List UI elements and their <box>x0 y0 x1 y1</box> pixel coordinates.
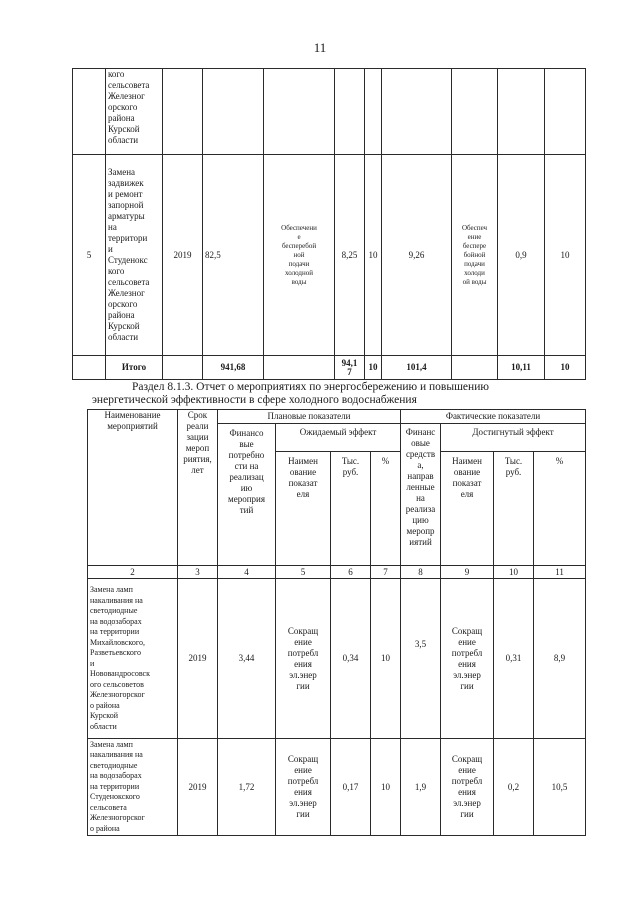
header-effect-name-fact: Наимен ование показат еля <box>441 452 494 566</box>
fact-pct-cell: 10 <box>545 155 586 356</box>
plan-cost-cell: 3,44 <box>218 579 276 739</box>
section-heading-line-1: Раздел 8.1.3. Отчет о мероприятиях по энергосбережению и повышению <box>132 381 489 393</box>
column-number: 10 <box>494 566 534 579</box>
measure-name-cell: Замена ламп накаливания на светодиодные на водозаборах на территории Студенокского сельсовета Железногорског о района <box>88 739 178 836</box>
plan-abs-cell: 0,17 <box>331 739 371 836</box>
total-fact-abs: 10,11 <box>498 356 545 380</box>
total-fact-pct: 10 <box>545 356 586 380</box>
section-heading <box>92 381 585 407</box>
fact-abs-cell: 0,9 <box>498 155 545 356</box>
header-achieved-effect: Достигнутый эффект <box>441 424 586 452</box>
fact-pct-cell: 8,9 <box>534 579 586 739</box>
plan-pct-cell: 10 <box>365 155 382 356</box>
section-heading-line-2: энергетической эффективности в сфере холодного водоснабжения <box>92 394 417 406</box>
fact-effect-cell: Обеспеч ение беспере бойной подачи холоди ой воды <box>452 155 498 356</box>
header-effect-pct-plan: % <box>371 452 401 566</box>
plan-abs-cell: 0,34 <box>331 579 371 739</box>
column-number: 4 <box>218 566 276 579</box>
header-fact-group: Фактические показатели <box>401 410 586 424</box>
table-row <box>73 69 586 155</box>
fact-abs-cell: 0,31 <box>494 579 534 739</box>
total-row <box>73 356 586 380</box>
column-number: 3 <box>178 566 218 579</box>
table-cell <box>73 69 106 155</box>
table-row <box>73 155 586 356</box>
total-label: Итого <box>106 356 163 380</box>
header-row <box>88 410 586 424</box>
term-cell: 2019 <box>178 579 218 739</box>
column-number: 11 <box>534 566 586 579</box>
fact-pct-cell: 10,5 <box>534 739 586 836</box>
header-expected-effect: Ожидаемый эффект <box>276 424 401 452</box>
measure-name-cell: Замена задвижек и ремонт запорной арматуры на территори и Студенокс кого сельсовета Железног орского района Курской области <box>106 155 163 356</box>
measure-name-cell: кого сельсовета Железног орского района Курской области <box>106 69 163 155</box>
plan-cost-cell: 82,5 <box>203 155 264 356</box>
measures-table-continued <box>72 68 586 380</box>
plan-abs-cell: 8,25 <box>335 155 365 356</box>
column-number-row <box>88 566 586 579</box>
column-number: 5 <box>276 566 331 579</box>
total-plan-pct: 10 <box>365 356 382 380</box>
page-number: 11 <box>313 40 327 55</box>
column-number: 8 <box>401 566 441 579</box>
header-effect-abs-fact: Тыс. руб. <box>494 452 534 566</box>
fact-cost-cell: 3,5 <box>401 579 441 739</box>
fact-effect-cell: Сокращ ение потребл ения эл.энер гии <box>441 579 494 739</box>
measure-name-cell: Замена ламп накаливания на светодиодные на водозаборах на территории Михайловского, Разветьевского и Нововандросовск ого сельсоветов Железногорског о района Курской области <box>88 579 178 739</box>
plan-effect-cell: Сокращ ение потребл ения эл.энер гии <box>276 579 331 739</box>
fact-abs-cell: 0,2 <box>494 739 534 836</box>
column-number: 2 <box>88 566 178 579</box>
term-cell: 2019 <box>178 739 218 836</box>
plan-pct-cell: 10 <box>371 739 401 836</box>
column-number: 6 <box>331 566 371 579</box>
column-number: 7 <box>371 566 401 579</box>
year-cell: 2019 <box>163 155 203 356</box>
table-row <box>88 739 586 836</box>
fact-cost-cell: 9,26 <box>382 155 452 356</box>
row-number-cell: 5 <box>73 155 106 356</box>
table-row <box>88 579 586 739</box>
plan-cost-cell: 1,72 <box>218 739 276 836</box>
header-term: Срок реали зации мероп риятия, лет <box>178 410 218 566</box>
plan-pct-cell: 10 <box>371 579 401 739</box>
plan-effect-cell: Обеспечени е бесперебой ной подачи холодной воды <box>264 155 335 356</box>
total-plan-abs: 94,1 7 <box>335 356 365 380</box>
header-fact-cost: Финанс овые средств а, направ ленные на реализа цию меропр иятий <box>401 424 441 566</box>
energy-saving-measures-table <box>87 409 586 836</box>
total-plan-cost: 941,68 <box>203 356 264 380</box>
header-effect-name-plan: Наимен ование показат еля <box>276 452 331 566</box>
header-plan-group: Плановые показатели <box>218 410 401 424</box>
fact-cost-cell: 1,9 <box>401 739 441 836</box>
column-number: 9 <box>441 566 494 579</box>
plan-effect-cell: Сокращ ение потребл ения эл.энер гии <box>276 739 331 836</box>
header-plan-cost: Финансо вые потребно сти на реализац ию мероприя тий <box>218 424 276 566</box>
header-effect-pct-fact: % <box>534 452 586 566</box>
header-effect-abs-plan: Тыс. руб. <box>331 452 371 566</box>
total-fact-cost: 101,4 <box>382 356 452 380</box>
header-name: Наименование мероприятий <box>88 410 178 566</box>
fact-effect-cell: Сокращ ение потребл ения эл.энер гии <box>441 739 494 836</box>
